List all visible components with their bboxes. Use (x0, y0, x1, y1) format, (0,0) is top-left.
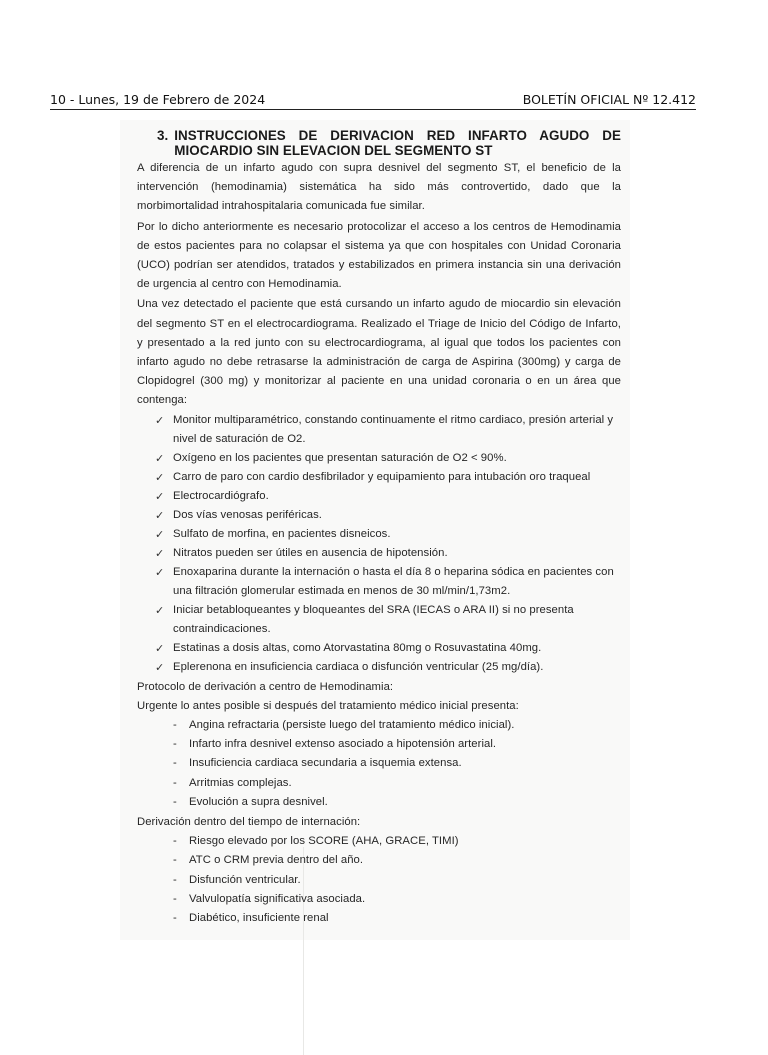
checklist-item (155, 544, 621, 563)
checkmark-icon: ✓ (155, 527, 165, 541)
list-item (173, 774, 621, 793)
list-item-text: ATC o CRM previa dentro del año. (189, 854, 364, 867)
checklist-item (155, 411, 621, 449)
checklist-item-text: Estatinas a dosis altas, como Atorvastatina 80mg o Rosuvastatina 40mg. (173, 641, 542, 654)
list-item-text: Disfunción ventricular. (189, 873, 301, 886)
page-header (50, 89, 696, 110)
list-item-text: Riesgo elevado por los SCORE (AHA, GRACE, TIMI) (189, 835, 459, 848)
list-item-text: Insuficiencia cardiaca secundaria a isquemia extensa. (189, 757, 462, 770)
internment-criteria-list (137, 832, 621, 928)
list-item-text: Diabético, insuficiente renal (189, 912, 329, 925)
list-item (173, 735, 621, 754)
checklist-item (155, 525, 621, 544)
checklist-item-text: Iniciar betabloqueantes y bloqueantes del SRA (IECAS o ARA II) si no presenta contraindicaciones. (173, 603, 574, 635)
list-item (173, 909, 621, 928)
checklist-item-text: Eplerenona en insuficiencia cardiaca o disfunción ventricular (25 mg/día). (173, 660, 544, 673)
urgent-criteria-list (137, 716, 621, 812)
checklist-item-text: Dos vías venosas periféricas. (173, 508, 322, 521)
checklist-item (155, 449, 621, 468)
list-item (173, 754, 621, 773)
checklist-item-text: Oxígeno en los pacientes que presentan saturación de O2 < 90%. (173, 451, 507, 464)
dash-marker: - (173, 892, 177, 905)
checklist-item (155, 487, 621, 506)
checklist-item-text: Nitratos pueden ser útiles en ausencia de hipotensión. (173, 546, 448, 559)
section-number: 3. (157, 128, 169, 143)
checklist-item (155, 468, 621, 487)
checklist-item (155, 506, 621, 525)
checkmark-icon: ✓ (155, 546, 165, 560)
dash-marker: - (173, 719, 177, 732)
checkmark-icon: ✓ (155, 470, 165, 484)
checkmark-icon: ✓ (155, 413, 165, 427)
checklist-item (155, 563, 621, 601)
section-title-text: INSTRUCCIONES DE DERIVACION RED INFARTO AGUDO DE MIOCARDIO SIN ELEVACION DEL SEGMENTO ST (174, 128, 621, 158)
checkmark-icon: ✓ (155, 565, 165, 579)
dash-marker: - (173, 795, 177, 808)
checklist-item-text: Sulfato de morfina, en pacientes disneicos. (173, 527, 391, 540)
equipment-checklist (137, 411, 621, 677)
internment-heading: Derivación dentro del tiempo de internación: (137, 816, 361, 829)
checklist-item (155, 639, 621, 658)
protocol-heading: Protocolo de derivación a centro de Hemodinamia: (137, 680, 394, 693)
dash-marker: - (173, 912, 177, 925)
dash-marker: - (173, 738, 177, 751)
checkmark-icon: ✓ (155, 603, 165, 617)
dash-marker: - (173, 776, 177, 789)
dash-marker: - (173, 854, 177, 867)
list-item (173, 793, 621, 812)
urgent-heading: Urgente lo antes posible si después del tratamiento médico inicial presenta: (137, 699, 519, 712)
checkmark-icon: ✓ (155, 508, 165, 522)
document-body (137, 128, 621, 928)
list-item (173, 832, 621, 851)
checkmark-icon: ✓ (155, 451, 165, 465)
checkmark-icon: ✓ (155, 489, 165, 503)
checkmark-icon: ✓ (155, 660, 165, 674)
list-item-text: Evolución a supra desnivel. (189, 795, 328, 808)
checklist-item-text: Electrocardiógrafo. (173, 489, 269, 502)
header-date-page: 10 - Lunes, 19 de Febrero de 2024 (50, 92, 266, 107)
checkmark-icon: ✓ (155, 641, 165, 655)
checklist-item (155, 601, 621, 639)
section-title (157, 128, 621, 158)
paragraph: A diferencia de un infarto agudo con supra desnivel del segmento ST, el beneficio de la intervención (hemodinamia) sistemática ha sido más controvertido, dado que la morbimortalidad intrahospitalaria comunicada fue similar. (137, 162, 621, 213)
list-item (173, 716, 621, 735)
checklist-item-text: Enoxaparina durante la internación o hasta el día 8 o heparina sódica en pacientes con una filtración glomerular estimada en menos de 30 ml/min/1,73m2. (173, 565, 614, 597)
checklist-item-text: Carro de paro con cardio desfibrilador y equipamiento para intubación oro traqueal (173, 470, 591, 483)
dash-marker: - (173, 757, 177, 770)
list-item (173, 890, 621, 909)
paragraph: Por lo dicho anteriormente es necesario protocolizar el acceso a los centros de Hemodinamia de estos pacientes para no colapsar el sistema ya que con hospitales con Unidad Coronaria (UCO) podrían ser atendidos, tratados y estabilizados en primera instancia sin una derivación de urgencia al centro con Hemodinamia. (137, 220, 621, 291)
list-item (173, 871, 621, 890)
checklist-item-text: Monitor multiparamétrico, constando continuamente el ritmo cardiaco, presión arterial y nivel de saturación de O2. (173, 413, 614, 445)
list-item-text: Arritmias complejas. (189, 776, 292, 789)
paragraph: Una vez detectado el paciente que está cursando un infarto agudo de miocardio sin elevación del segmento ST en el electrocardiograma. Realizado el Triage de Inicio del Código de Infarto, y presentado a la red junto con su electrocardiograma, al igual que todos los pacientes con infarto agudo no debe retrasarse la administración de carga de Aspirina (300mg) y carga de Clopidogrel (300 mg) y monitorizar al paciente en una unidad coronaria o en un área que contenga: (137, 298, 621, 407)
list-item-text: Angina refractaria (persiste luego del tratamiento médico inicial). (189, 719, 515, 732)
dash-marker: - (173, 835, 177, 848)
dash-marker: - (173, 873, 177, 886)
list-item-text: Infarto infra desnivel extenso asociado a hipotensión arterial. (189, 738, 497, 751)
list-item (173, 851, 621, 870)
list-item-text: Valvulopatía significativa asociada. (189, 892, 366, 905)
checklist-item (155, 658, 621, 677)
header-bulletin-number: BOLETÍN OFICIAL Nº 12.412 (522, 92, 696, 107)
